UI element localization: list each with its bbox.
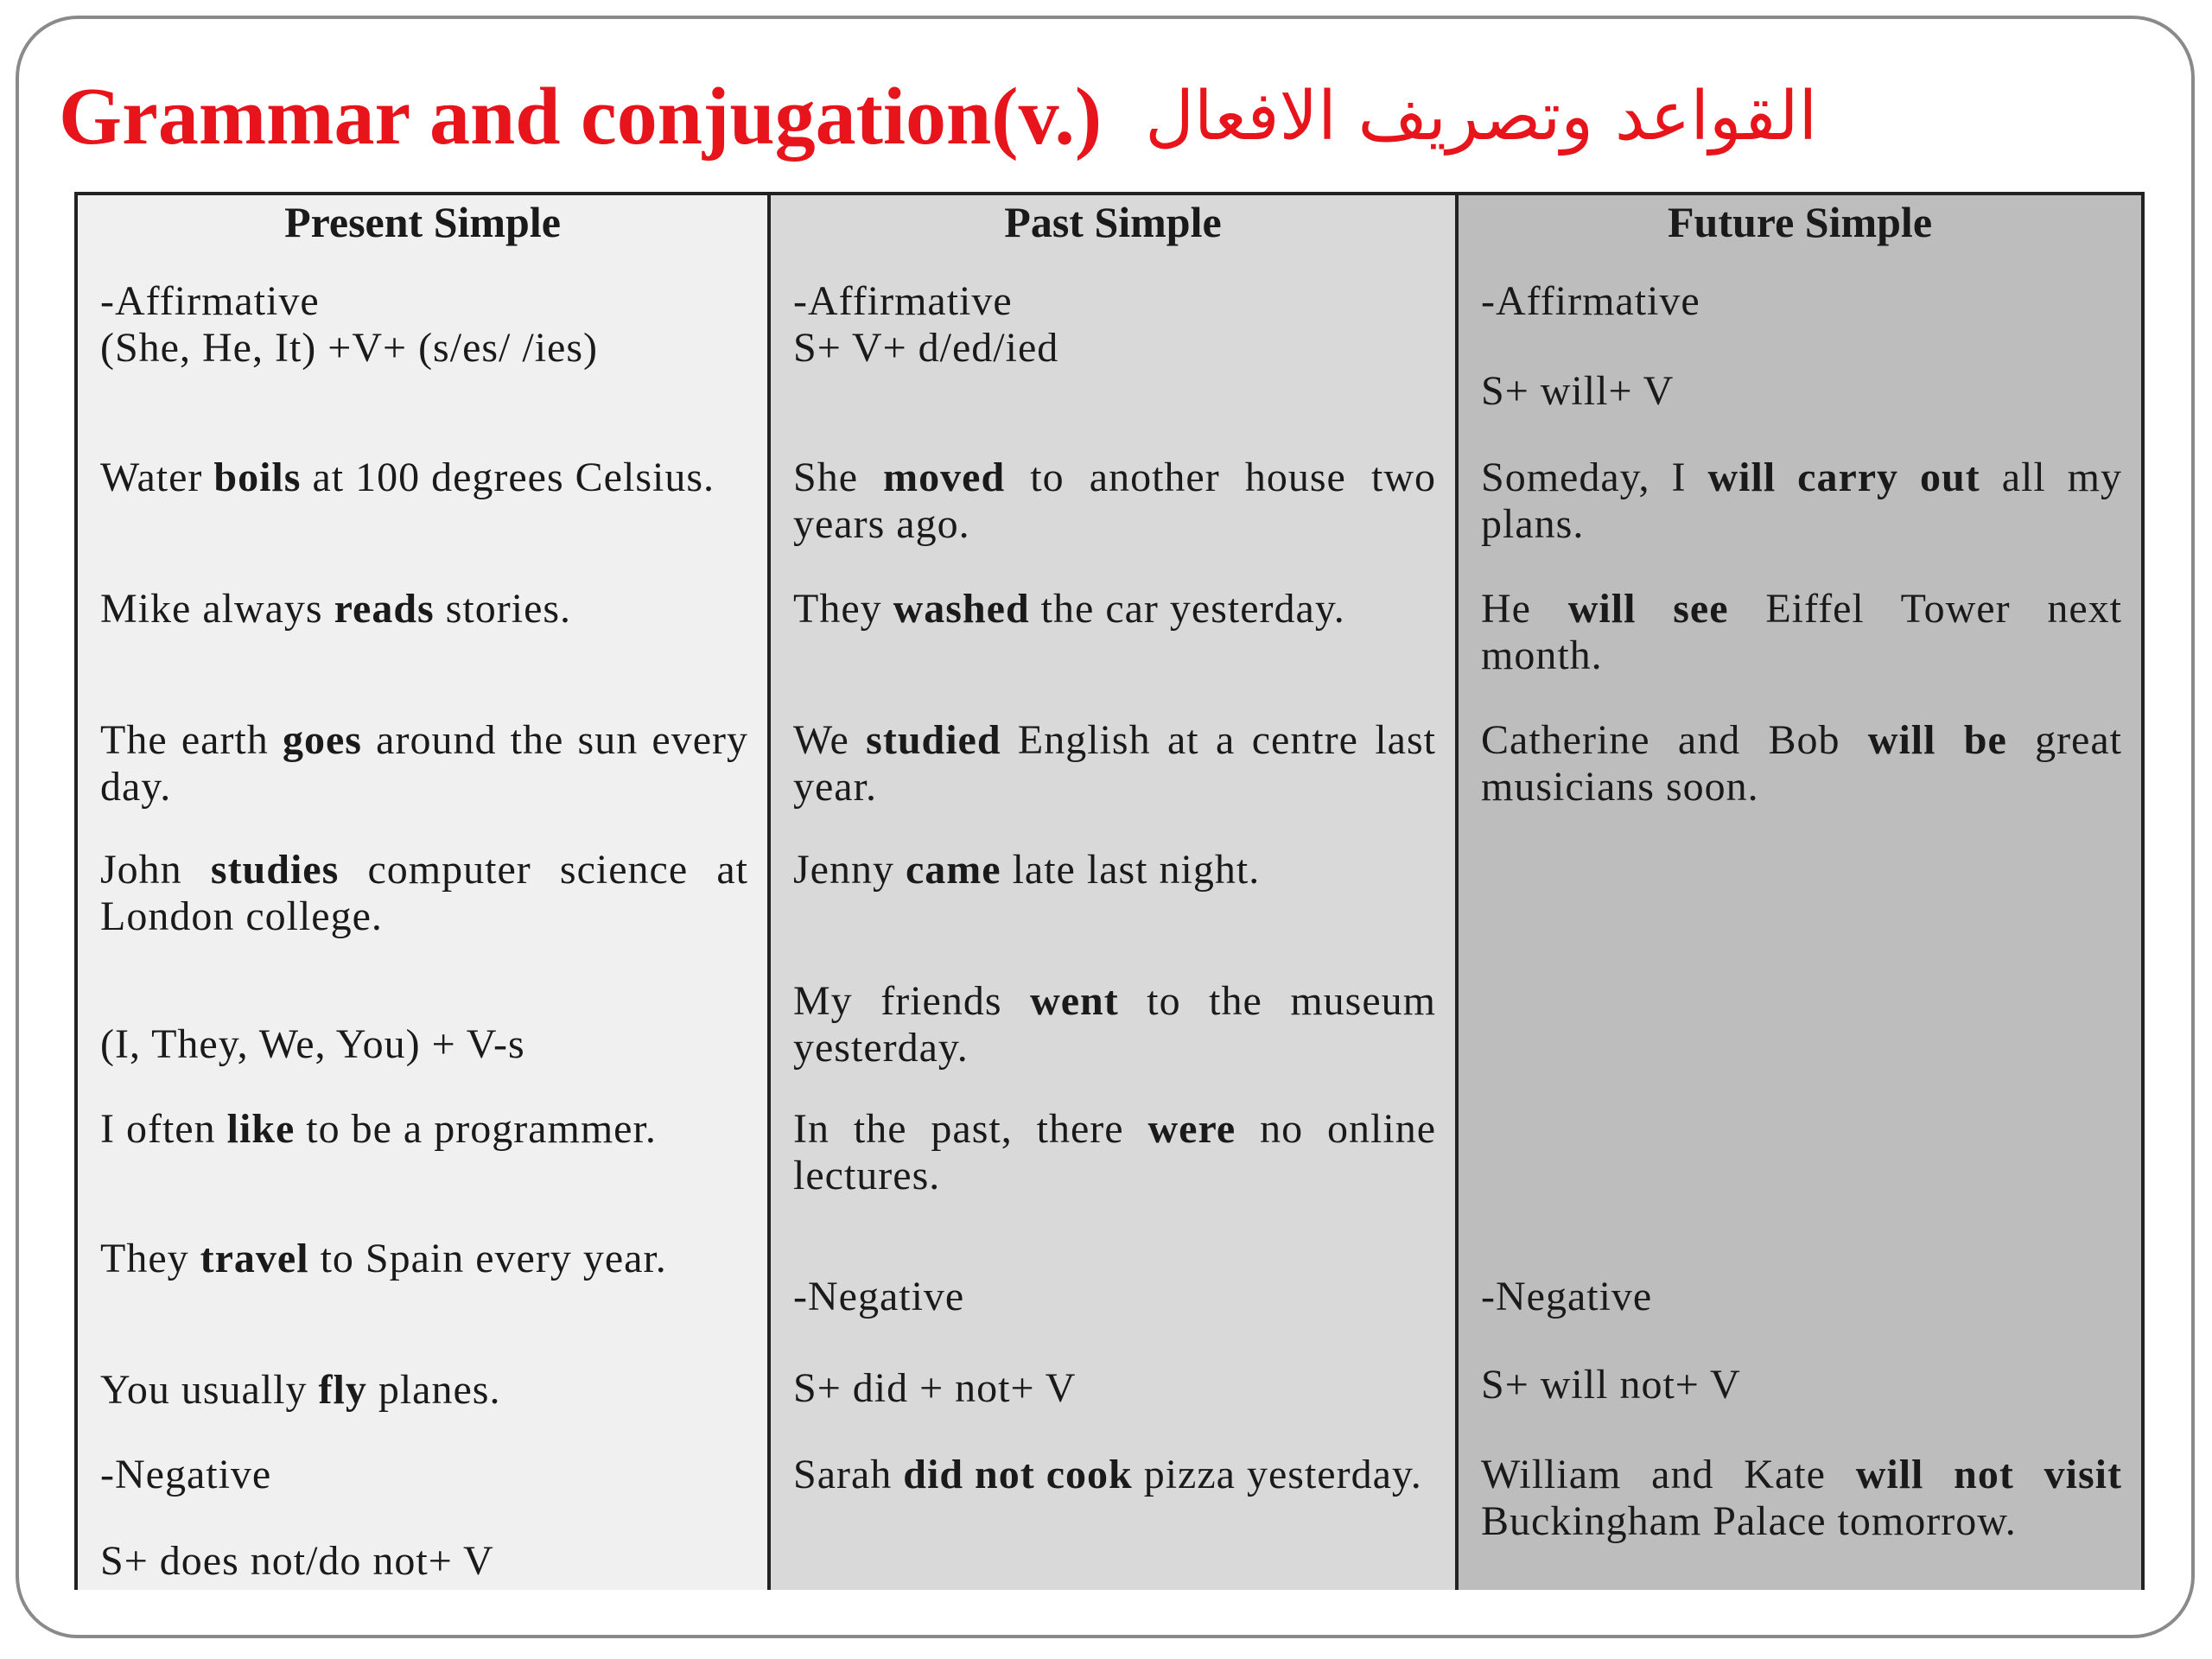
example-sentence: William and Kate will not visit Buckingham Palace tomorrow. xyxy=(1481,1452,2123,1544)
grammar-table xyxy=(74,192,2145,1590)
example-sentence: I often like to be a programmer. xyxy=(100,1106,657,1152)
verb-highlight: travel xyxy=(200,1236,309,1281)
rule-third-person: (She, He, It) +V+ (s/es/ /ies) xyxy=(100,325,599,371)
verb-highlight: will not visit xyxy=(1855,1452,2123,1497)
negative-label: -Negative xyxy=(793,1274,965,1319)
rule-affirmative: S+ will+ V xyxy=(1481,368,1675,414)
rule-other-persons: (I, They, We, You) + V-s xyxy=(100,1021,525,1067)
column-present-simple xyxy=(78,195,767,1590)
example-sentence: Sarah did not cook pizza yesterday. xyxy=(793,1452,1422,1497)
example-sentence: The earth goes around the sun every day. xyxy=(100,717,749,810)
example-sentence: Someday, I will carry out all my plans. xyxy=(1481,454,2122,547)
affirmative-label: -Affirmative xyxy=(793,278,1013,324)
verb-highlight: came xyxy=(905,847,1001,893)
column-past-simple xyxy=(767,195,1455,1590)
verb-highlight: will be xyxy=(1867,717,2007,763)
example-sentence: John studies computer science at London college. xyxy=(100,847,749,939)
verb-highlight: studies xyxy=(210,847,340,893)
negative-label: -Negative xyxy=(100,1452,272,1497)
verb-highlight: fly xyxy=(318,1367,367,1413)
example-sentence: Jenny came late last night. xyxy=(793,847,1261,893)
verb-highlight: moved xyxy=(883,454,1006,500)
verb-highlight: were xyxy=(1147,1106,1236,1152)
title-arabic: القواعد وتصريف الافعال xyxy=(1145,78,1818,156)
example-sentence: We studied English at a centre last year. xyxy=(793,717,1436,810)
negative-rule: S+ does not/do not+ V xyxy=(100,1538,494,1584)
column-header: Past Simple xyxy=(1004,198,1222,246)
example-sentence: My friends went to the museum yesterday. xyxy=(793,978,1436,1071)
example-sentence: He will see Eiffel Tower next month. xyxy=(1481,586,2123,678)
verb-highlight: goes xyxy=(282,717,362,763)
negative-label: -Negative xyxy=(1481,1274,1653,1319)
affirmative-label: -Affirmative xyxy=(100,278,320,324)
verb-highlight: like xyxy=(226,1106,296,1152)
rule-affirmative: S+ V+ d/ed/ied xyxy=(793,325,1059,371)
slide-title xyxy=(59,60,2167,173)
example-sentence: Mike always reads stories. xyxy=(100,586,572,632)
column-header: Present Simple xyxy=(284,198,561,246)
negative-rule: S+ did + not+ V xyxy=(793,1365,1077,1411)
affirmative-label: -Affirmative xyxy=(1481,278,1700,324)
verb-highlight: went xyxy=(1030,978,1119,1024)
example-sentence: They travel to Spain every year. xyxy=(100,1236,667,1281)
verb-highlight: will see xyxy=(1567,586,1729,632)
verb-highlight: will carry out xyxy=(1707,454,1980,500)
verb-highlight: reads xyxy=(334,586,435,632)
example-sentence: They washed the car yesterday. xyxy=(793,586,1345,632)
example-sentence: In the past, there were no online lectures. xyxy=(793,1106,1437,1198)
negative-rule: S+ will not+ V xyxy=(1481,1362,1741,1408)
verb-highlight: did not cook xyxy=(903,1452,1133,1497)
verb-highlight: washed xyxy=(893,586,1030,632)
column-future-simple xyxy=(1455,195,2141,1590)
example-sentence: Water boils at 100 degrees Celsius. xyxy=(100,454,715,500)
verb-highlight: boils xyxy=(213,454,302,500)
example-sentence: Catherine and Bob will be great musicians soon. xyxy=(1481,717,2122,810)
column-header: Future Simple xyxy=(1667,198,1933,246)
example-sentence: You usually fly planes. xyxy=(100,1367,501,1413)
title-english: Grammar and conjugation(v.) xyxy=(59,72,1103,162)
example-sentence: She moved to another house two years ago. xyxy=(793,454,1437,547)
verb-highlight: studied xyxy=(866,717,1001,763)
